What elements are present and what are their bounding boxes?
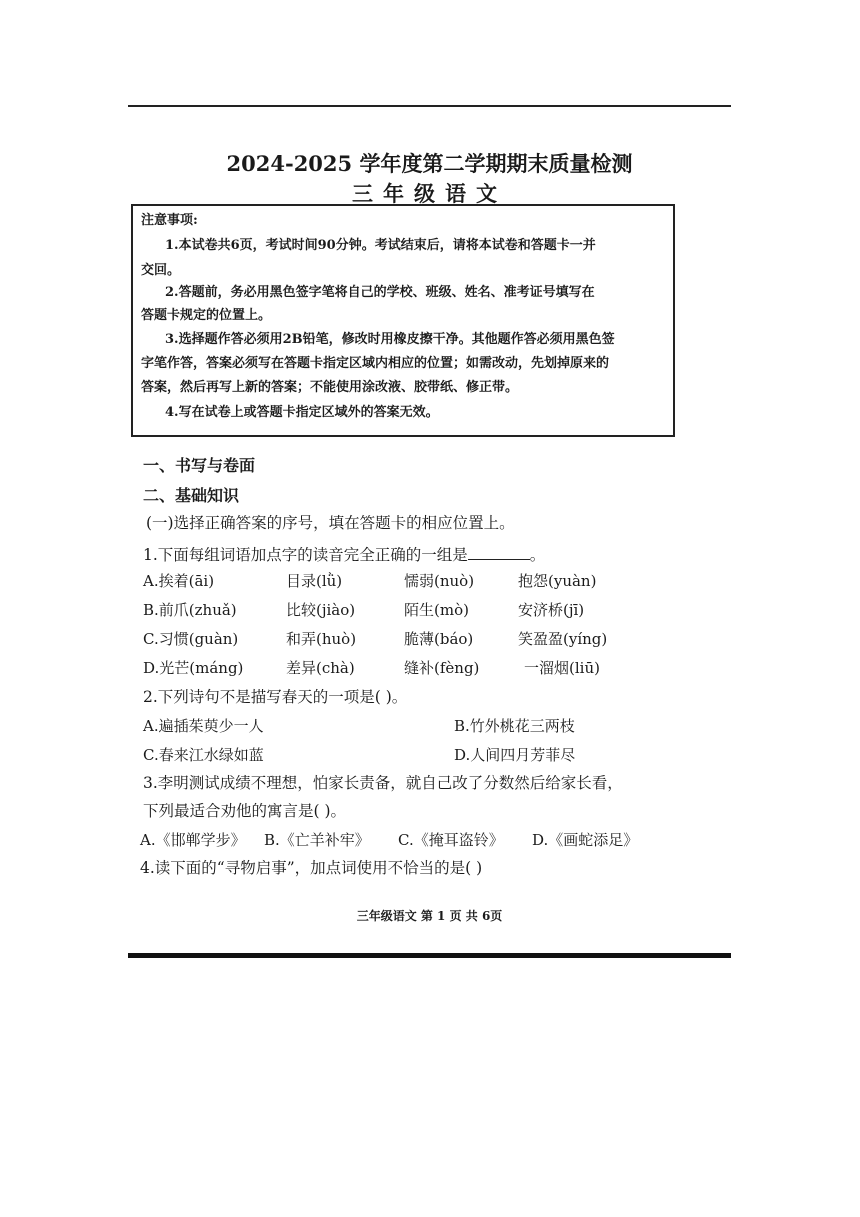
question-1-text: 1.下面每组词语加点字的读音完全正确的一组是: [143, 546, 468, 564]
q1-option: 安济桥(jī): [518, 601, 585, 619]
q1-option: 脆薄(báo): [404, 630, 474, 648]
notice-line: 字笔作答，答案必须写在答题卡指定区域内相应的位置；如需改动，先划掉原来的: [141, 356, 610, 371]
question-1-end: 。: [529, 546, 546, 564]
q1-option: 懦弱(nuò): [404, 572, 475, 590]
section-heading: 一、书写与卷面: [143, 456, 256, 475]
q1-option: 目录(lǜ): [286, 572, 343, 590]
question-4-stem: 4.读下面的“寻物启事”，加点词使用不恰当的是( ): [140, 859, 483, 877]
q1-option: A.挨着(āi): [143, 572, 215, 590]
q1-option: 缝补(fèng): [404, 659, 480, 677]
notice-line: 交回。: [141, 263, 181, 278]
q1-option: C.习惯(guàn): [143, 630, 239, 648]
question-3-stem: 3.李明测试成绩不理想，怕家长责备，就自己改了分数然后给家长看，: [143, 774, 623, 792]
top-rule: [128, 105, 731, 107]
page-footer: 三年级语文 第 1 页 共 6页: [356, 909, 503, 923]
notice-line: 答题卡规定的位置上。: [141, 308, 272, 323]
q3-option: D.《画蛇添足》: [532, 831, 639, 849]
q2-option: B.竹外桃花三两枝: [454, 717, 575, 735]
notice-line: 答案，然后再写上新的答案；不能使用涂改液、胶带纸、修正带。: [141, 380, 519, 395]
q1-option: 比较(jiào): [286, 601, 356, 619]
q1-option: B.前爪(zhuǎ): [143, 601, 237, 619]
q1-option: 和弄(huò): [286, 630, 357, 648]
question-3-stem: 下列最适合劝他的寓言是( )。: [143, 802, 347, 820]
q3-option: A.《邯郸学步》: [140, 831, 246, 849]
notice-heading: 注意事项:: [141, 213, 198, 228]
q1-option: 差异(chà): [286, 659, 355, 677]
notice-box: [131, 204, 675, 437]
q1-option: 一溜烟(liū): [524, 659, 600, 677]
notice-line: 4.写在试卷上或答题卡指定区域外的答案无效。: [165, 405, 439, 420]
q2-option: C.春来江水绿如蓝: [143, 746, 264, 764]
question-1-stem: [143, 545, 545, 564]
q2-option: D.人间四月芳菲尽: [454, 746, 576, 764]
q1-option: 抱怨(yuàn): [518, 572, 597, 590]
q1-option: D.光芒(máng): [143, 659, 244, 677]
answer-blank: [468, 545, 530, 560]
q1-option: 笑盈盈(yíng): [518, 630, 608, 648]
question-2-stem: 2.下列诗句不是描写春天的一项是( )。: [143, 688, 408, 706]
exam-subject: 三年级语文: [352, 181, 507, 206]
section-heading: 二、基础知识: [143, 486, 240, 505]
exam-title: 2024-2025 学年度第二学期期末质量检测: [226, 151, 633, 176]
q3-option: C.《掩耳盗铃》: [398, 831, 504, 849]
q3-option: B.《亡羊补牢》: [264, 831, 370, 849]
q1-option: 陌生(mò): [404, 601, 469, 619]
notice-line: 3.选择题作答必须用2B铅笔，修改时用橡皮擦干净。其他题作答必须用黑色签: [165, 332, 615, 347]
q2-option: A.遍插茱萸少一人: [143, 717, 264, 735]
notice-line: 1.本试卷共6页，考试时间90分钟。考试结束后，请将本试卷和答题卡一并: [165, 238, 596, 253]
subsection-instruction: (一)选择正确答案的序号，填在答题卡的相应位置上。: [146, 514, 515, 532]
bottom-rule: [128, 953, 731, 958]
notice-line: 2.答题前，务必用黑色签字笔将自己的学校、班级、姓名、准考证号填写在: [165, 285, 595, 300]
